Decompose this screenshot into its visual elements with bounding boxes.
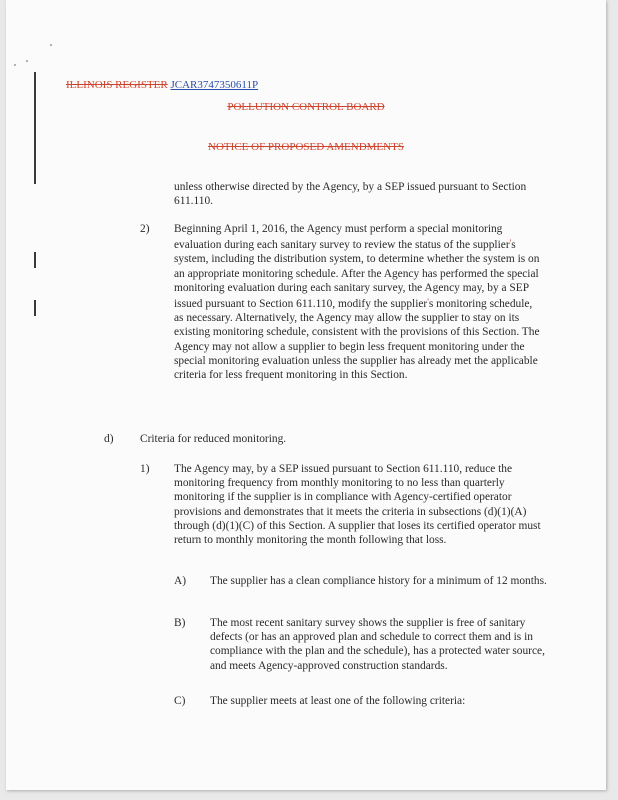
item-d-label: d) <box>104 433 114 445</box>
item-2-label: 2) <box>140 223 150 235</box>
item-B-paragraph: The most recent sanitary survey shows the supplier is free of sanitary defects (or has an approved plan and schedule to correct them and is in compliance with the plan and the schedule), has a protected water source, and meets Agency-approved construction standards. <box>210 617 545 672</box>
register-header <box>66 78 258 92</box>
register-inserted: JCAR3747350611P <box>170 79 259 91</box>
item-C-paragraph: The supplier meets at least one of the following criteria: <box>210 695 466 707</box>
scan-speck <box>14 64 16 66</box>
item-2-paragraph <box>174 222 542 382</box>
register-struck: ILLINOIS REGISTER <box>66 79 168 91</box>
change-bar <box>34 252 36 268</box>
inserted-apostrophe: ' <box>427 297 429 308</box>
scan-speck <box>50 44 52 46</box>
board-struck: POLLUTION CONTROL BOARD <box>227 101 385 113</box>
item-A-paragraph: The supplier has a clean compliance history for a minimum of 12 months. <box>210 575 547 587</box>
document-page <box>6 0 606 790</box>
notice-header <box>6 140 606 154</box>
item-2-text-c: s monitoring schedule, as necessary. Alternatively, the Agency may allow the supplier to stay on its existing monitoring schedule, consistent with the provisions of this Section. The Agency may not allow a supplier to begin less frequent monitoring under the special monitoring evaluation unless the supplier has already met the applicable criteria for less frequent monitoring in this Section. <box>174 298 540 382</box>
item-d1-label: 1) <box>140 463 150 475</box>
item-2-text-a: Beginning April 1, 2016, the Agency must perform a special monitoring evaluation during each sanitary survey to review the status of the supplier <box>174 223 510 252</box>
item-C-label: C) <box>174 695 186 707</box>
item-d-heading: Criteria for reduced monitoring. <box>140 433 287 445</box>
notice-struck: NOTICE OF PROPOSED AMENDMENTS <box>208 141 404 153</box>
scan-speck <box>26 60 28 62</box>
inserted-apostrophe: ' <box>509 238 512 249</box>
item-A-label: A) <box>174 575 187 587</box>
continuation-paragraph: unless otherwise directed by the Agency, by a SEP issued pursuant to Section 611.110. <box>174 181 527 208</box>
change-bar <box>34 72 36 184</box>
item-2-text-b: s system, including the distribution system, to determine whether the system is on an appropriate monitoring schedule. After the Agency has performed the special monitoring evaluation during each sanitary survey, the Agency may, by a SEP issued pursuant to Section 611.110, modify the supplier <box>174 239 540 311</box>
item-d1-paragraph: The Agency may, by a SEP issued pursuant to Section 611.110, reduce the monitoring frequency from monthly monitoring to no less than quarterly monitoring if the supplier is in compliance with Agency-certified operator provisions and demonstrates that it meets the criteria in subsections (d)(1)(A) through (d)(1)(C) of this Section. A supplier that loses its certified operator must return to monthly monitoring the month following that loss. <box>174 463 541 547</box>
change-bar <box>34 300 36 316</box>
item-B-label: B) <box>174 617 186 629</box>
board-header <box>6 100 606 114</box>
